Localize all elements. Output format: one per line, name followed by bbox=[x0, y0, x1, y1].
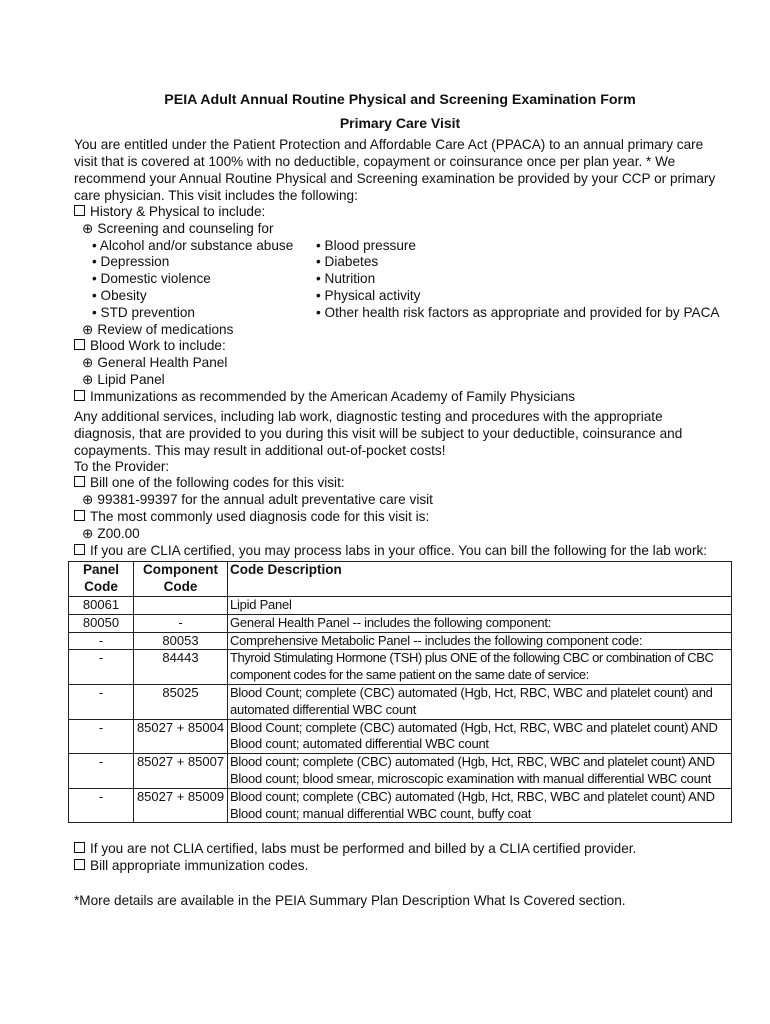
diagnosis-label: The most commonly used diagnosis code for this visit is: bbox=[90, 508, 430, 524]
blood-work-subitem bbox=[74, 355, 726, 372]
additional-services-paragraph: Any additional services, including lab work, diagnostic testing and procedures with the appropriate diagnosis, that are provided to you during this visit will be subject to your deductible, coinsurance and copayments. This may result in additional out-of-pocket costs! bbox=[74, 408, 683, 458]
checkbox-icon bbox=[74, 510, 85, 521]
bullet-row bbox=[74, 254, 726, 271]
table-row bbox=[69, 684, 732, 719]
checkbox-icon bbox=[74, 476, 85, 487]
panel-code-cell: 80061 bbox=[69, 596, 134, 614]
circle-plus-icon: ⊕ bbox=[82, 220, 94, 236]
blood-work-subitem bbox=[74, 372, 726, 389]
blood-work-subitem-label: General Health Panel bbox=[97, 355, 228, 371]
bullet-left: • STD prevention bbox=[92, 304, 195, 320]
clia-label: If you are CLIA certified, you may process labs in your office. You can bill the following for the lab work: bbox=[90, 542, 708, 558]
bill-codes-subitem-label: 99381-99397 for the annual adult preventative care visit bbox=[97, 492, 433, 508]
component-code-cell: 85027 + 85004 bbox=[134, 719, 228, 754]
bullet-right: • Diabetes bbox=[316, 254, 379, 270]
diagnosis-item bbox=[74, 509, 726, 526]
not-clia-label: If you are not CLIA certified, labs must be performed and billed by a CLIA certified provider. bbox=[90, 841, 637, 857]
not-clia-item bbox=[74, 841, 726, 858]
component-code-cell: 85025 bbox=[134, 684, 228, 719]
circle-plus-icon: ⊕ bbox=[82, 371, 94, 387]
circle-plus-icon: ⊕ bbox=[82, 525, 94, 541]
panel-code-header: Panel Code bbox=[69, 562, 134, 597]
table-row bbox=[69, 719, 732, 754]
code-description-cell: Blood count; complete (CBC) automated (Hgb, Hct, RBC, WBC and platelet count) AND Blood count; blood smear, microscopic examination with manual differential WBC count bbox=[228, 754, 732, 789]
review-label: Review of medications bbox=[97, 321, 234, 337]
form-page bbox=[74, 90, 726, 909]
blood-work-item bbox=[74, 338, 726, 355]
lab-codes-table bbox=[68, 561, 732, 823]
component-code-cell bbox=[134, 596, 228, 614]
history-item bbox=[74, 204, 726, 221]
panel-code-cell: - bbox=[69, 788, 134, 823]
table-row bbox=[69, 614, 732, 632]
bullet-row bbox=[74, 288, 726, 305]
code-description-header: Code Description bbox=[228, 562, 732, 597]
bullet-left: • Alcohol and/or substance abuse bbox=[92, 237, 294, 253]
table-row bbox=[69, 632, 732, 650]
table-row bbox=[69, 788, 732, 823]
circle-plus-icon: ⊕ bbox=[82, 492, 94, 508]
intro-paragraph: You are entitled under the Patient Protection and Affordable Care Act (PPACA) to an annual primary care visit that is covered at 100% with no deductible, copayment or coinsurance once per plan year. * We recommend your Annual Routine Physical and Screening examination be provided by your CCP or primary care physician. This visit includes the following: bbox=[74, 137, 716, 203]
table-header-row bbox=[69, 562, 732, 597]
checkbox-icon bbox=[74, 859, 85, 870]
table-row bbox=[69, 754, 732, 789]
code-description-cell: Blood Count; complete (CBC) automated (Hgb, Hct, RBC, WBC and platelet count) and automated differential WBC count bbox=[228, 684, 732, 719]
component-code-cell: 85027 + 85007 bbox=[134, 754, 228, 789]
immunization-codes-label: Bill appropriate immunization codes. bbox=[90, 858, 309, 874]
immunizations-label: Immunizations as recommended by the American Academy of Family Physicians bbox=[90, 388, 576, 404]
code-description-cell: Blood Count; complete (CBC) automated (Hgb, Hct, RBC, WBC and platelet count) AND Blood count; automated differential WBC count bbox=[228, 719, 732, 754]
panel-code-cell: - bbox=[69, 684, 134, 719]
form-title: PEIA Adult Annual Routine Physical and Screening Examination Form bbox=[164, 92, 636, 108]
history-label: History & Physical to include: bbox=[90, 204, 266, 219]
checkbox-icon bbox=[74, 339, 85, 350]
component-code-cell: - bbox=[134, 614, 228, 632]
screening-item bbox=[74, 221, 726, 238]
checkbox-icon bbox=[74, 390, 85, 401]
circle-plus-icon: ⊕ bbox=[82, 321, 94, 337]
bullet-row bbox=[74, 238, 726, 255]
bullet-right: • Other health risk factors as appropriate and provided for by PACA bbox=[316, 304, 720, 320]
table-row bbox=[69, 650, 732, 685]
checkbox-icon bbox=[74, 544, 85, 555]
bullet-left: • Obesity bbox=[92, 287, 147, 303]
checkbox-icon bbox=[74, 205, 85, 216]
panel-code-cell: - bbox=[69, 754, 134, 789]
form-subtitle: Primary Care Visit bbox=[339, 115, 461, 131]
bill-codes-subitem bbox=[74, 492, 726, 509]
blood-work-label: Blood Work to include: bbox=[90, 338, 226, 354]
component-code-cell: 85027 + 85009 bbox=[134, 788, 228, 823]
provider-heading: To the Provider: bbox=[74, 458, 170, 474]
blood-work-subitem-label: Lipid Panel bbox=[97, 371, 165, 387]
component-code-header: Component Code bbox=[134, 562, 228, 597]
screening-label: Screening and counseling for bbox=[97, 220, 274, 236]
code-description-cell: General Health Panel -- includes the following component: bbox=[228, 614, 732, 632]
bill-codes-item bbox=[74, 475, 726, 492]
bullet-row bbox=[74, 271, 726, 288]
checkbox-icon bbox=[74, 842, 85, 853]
component-code-cell: 84443 bbox=[134, 650, 228, 685]
bill-codes-label: Bill one of the following codes for this visit: bbox=[90, 475, 345, 491]
diagnosis-code: Z00.00 bbox=[97, 525, 140, 541]
diagnosis-subitem bbox=[74, 526, 726, 543]
code-description-cell: Thyroid Stimulating Hormone (TSH) plus ONE of the following CBC or combination of CBC component codes for the same patient on the same date of service: bbox=[228, 650, 732, 685]
table-row bbox=[69, 596, 732, 614]
immunizations-item bbox=[74, 389, 726, 406]
review-item bbox=[74, 322, 726, 339]
clia-item bbox=[74, 543, 726, 560]
code-description-cell: Comprehensive Metabolic Panel -- includes the following component code: bbox=[228, 632, 732, 650]
bullet-row bbox=[74, 305, 726, 322]
panel-code-cell: - bbox=[69, 719, 134, 754]
immunization-codes-item bbox=[74, 858, 726, 875]
bullet-left: • Depression bbox=[92, 254, 170, 270]
bullet-right: • Blood pressure bbox=[316, 237, 416, 253]
code-description-cell: Lipid Panel bbox=[228, 596, 732, 614]
panel-code-cell: - bbox=[69, 632, 134, 650]
code-description-cell: Blood count; complete (CBC) automated (Hgb, Hct, RBC, WBC and platelet count) AND Blood count; manual differential WBC count, buffy coat bbox=[228, 788, 732, 823]
circle-plus-icon: ⊕ bbox=[82, 355, 94, 371]
component-code-cell: 80053 bbox=[134, 632, 228, 650]
bullet-right: • Physical activity bbox=[316, 287, 421, 303]
panel-code-cell: - bbox=[69, 650, 134, 685]
bullet-left: • Domestic violence bbox=[92, 271, 211, 287]
footnote: *More details are available in the PEIA Summary Plan Description What Is Covered section. bbox=[74, 892, 626, 908]
bullet-right: • Nutrition bbox=[316, 271, 376, 287]
panel-code-cell: 80050 bbox=[69, 614, 134, 632]
